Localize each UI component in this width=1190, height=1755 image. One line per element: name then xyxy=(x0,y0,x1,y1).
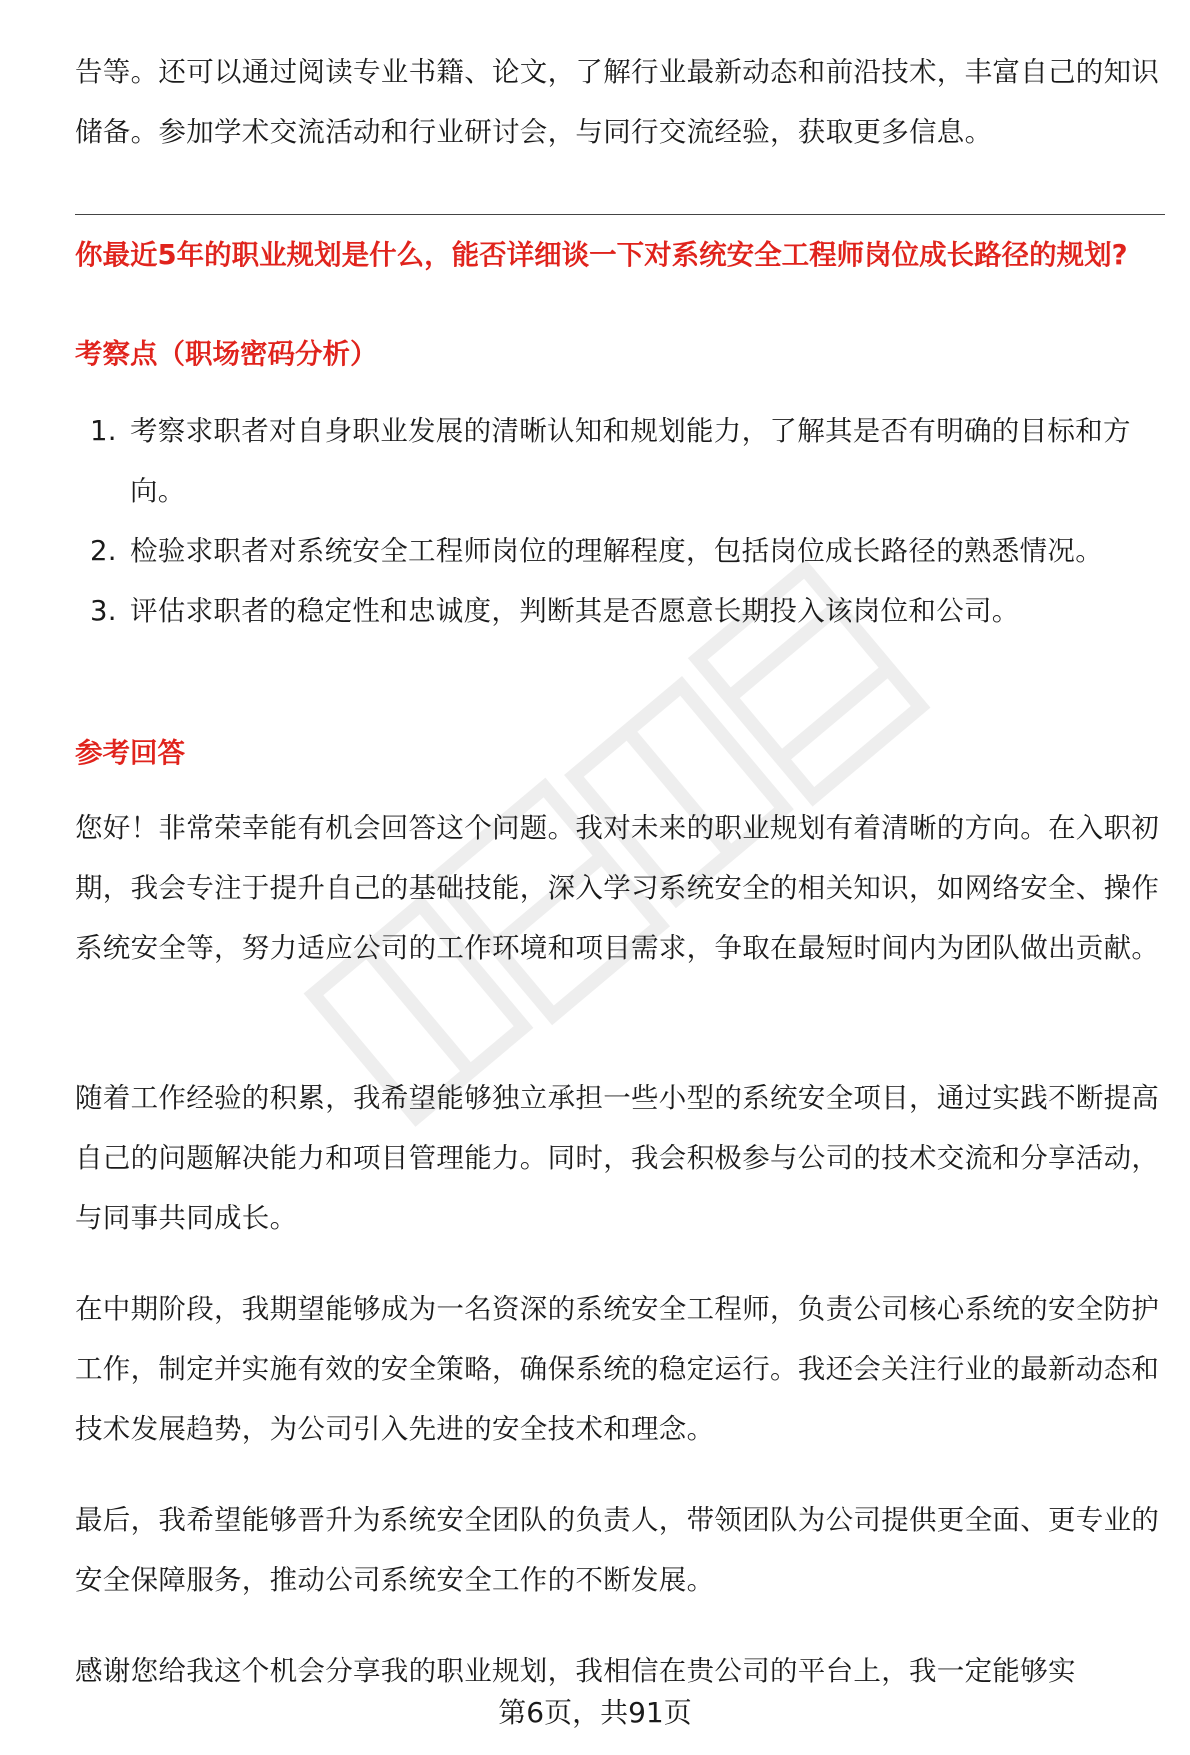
list-number: 1. xyxy=(90,415,117,447)
list-item xyxy=(75,401,1165,521)
list-item xyxy=(75,521,1165,581)
answer-paragraph: 在中期阶段，我期望能够成为一名资深的系统安全工程师，负责公司核心系统的安全防护工作，制定并实施有效的安全策略，确保系统的稳定运行。我还会关注行业的最新动态和技术发展趋势，为公司引入先进的安全技术和理念。 xyxy=(75,1293,1160,1445)
list-text: 评估求职者的稳定性和忠诚度，判断其是否愿意长期投入该岗位和公司。 xyxy=(130,595,1020,627)
answer-paragraph: 最后，我希望能够晋升为系统安全团队的负责人，带领团队为公司提供更全面、更专业的安全保障服务，推动公司系统安全工作的不断发展。 xyxy=(75,1504,1160,1596)
reference-title: 参考回答 xyxy=(75,737,185,769)
list-text: 检验求职者对系统安全工程师岗位的理解程度，包括岗位成长路径的熟悉情况。 xyxy=(130,535,1103,567)
intro-paragraph: 告等。还可以通过阅读专业书籍、论文，了解行业最新动态和前沿技术，丰富自己的知识储备。参加学术交流活动和行业研讨会，与同行交流经验，获取更多信息。 xyxy=(75,56,1160,148)
list-number: 2. xyxy=(90,535,117,567)
section-divider xyxy=(75,214,1165,215)
interview-question: 你最近5年的职业规划是什么，能否详细谈一下对系统安全工程师岗位成长路径的规划? xyxy=(75,239,1128,271)
list-item xyxy=(75,581,1165,641)
assessment-title: 考察点（职场密码分析） xyxy=(75,338,378,370)
list-text: 考察求职者对自身职业发展的清晰认知和规划能力，了解其是否有明确的目标和方向。 xyxy=(130,415,1131,507)
answer-paragraph: 您好！非常荣幸能有机会回答这个问题。我对未来的职业规划有着清晰的方向。在入职初期，我会专注于提升自己的基础技能，深入学习系统安全的相关知识，如网络安全、操作系统安全等，努力适应公司的工作环境和项目需求，争取在最短时间内为团队做出贡献。 xyxy=(75,812,1160,964)
answer-paragraph: 随着工作经验的积累，我希望能够独立承担一些小型的系统安全项目，通过实践不断提高自己的问题解决能力和项目管理能力。同时，我会积极参与公司的技术交流和分享活动，与同事共同成长。 xyxy=(75,1082,1160,1234)
list-number: 3. xyxy=(90,595,117,627)
answer-paragraph: 感谢您给我这个机会分享我的职业规划，我相信在贵公司的平台上，我一定能够实 xyxy=(75,1655,1076,1687)
assessment-list xyxy=(75,401,1165,641)
page-number: 第6页，共91页 xyxy=(498,1696,692,1729)
